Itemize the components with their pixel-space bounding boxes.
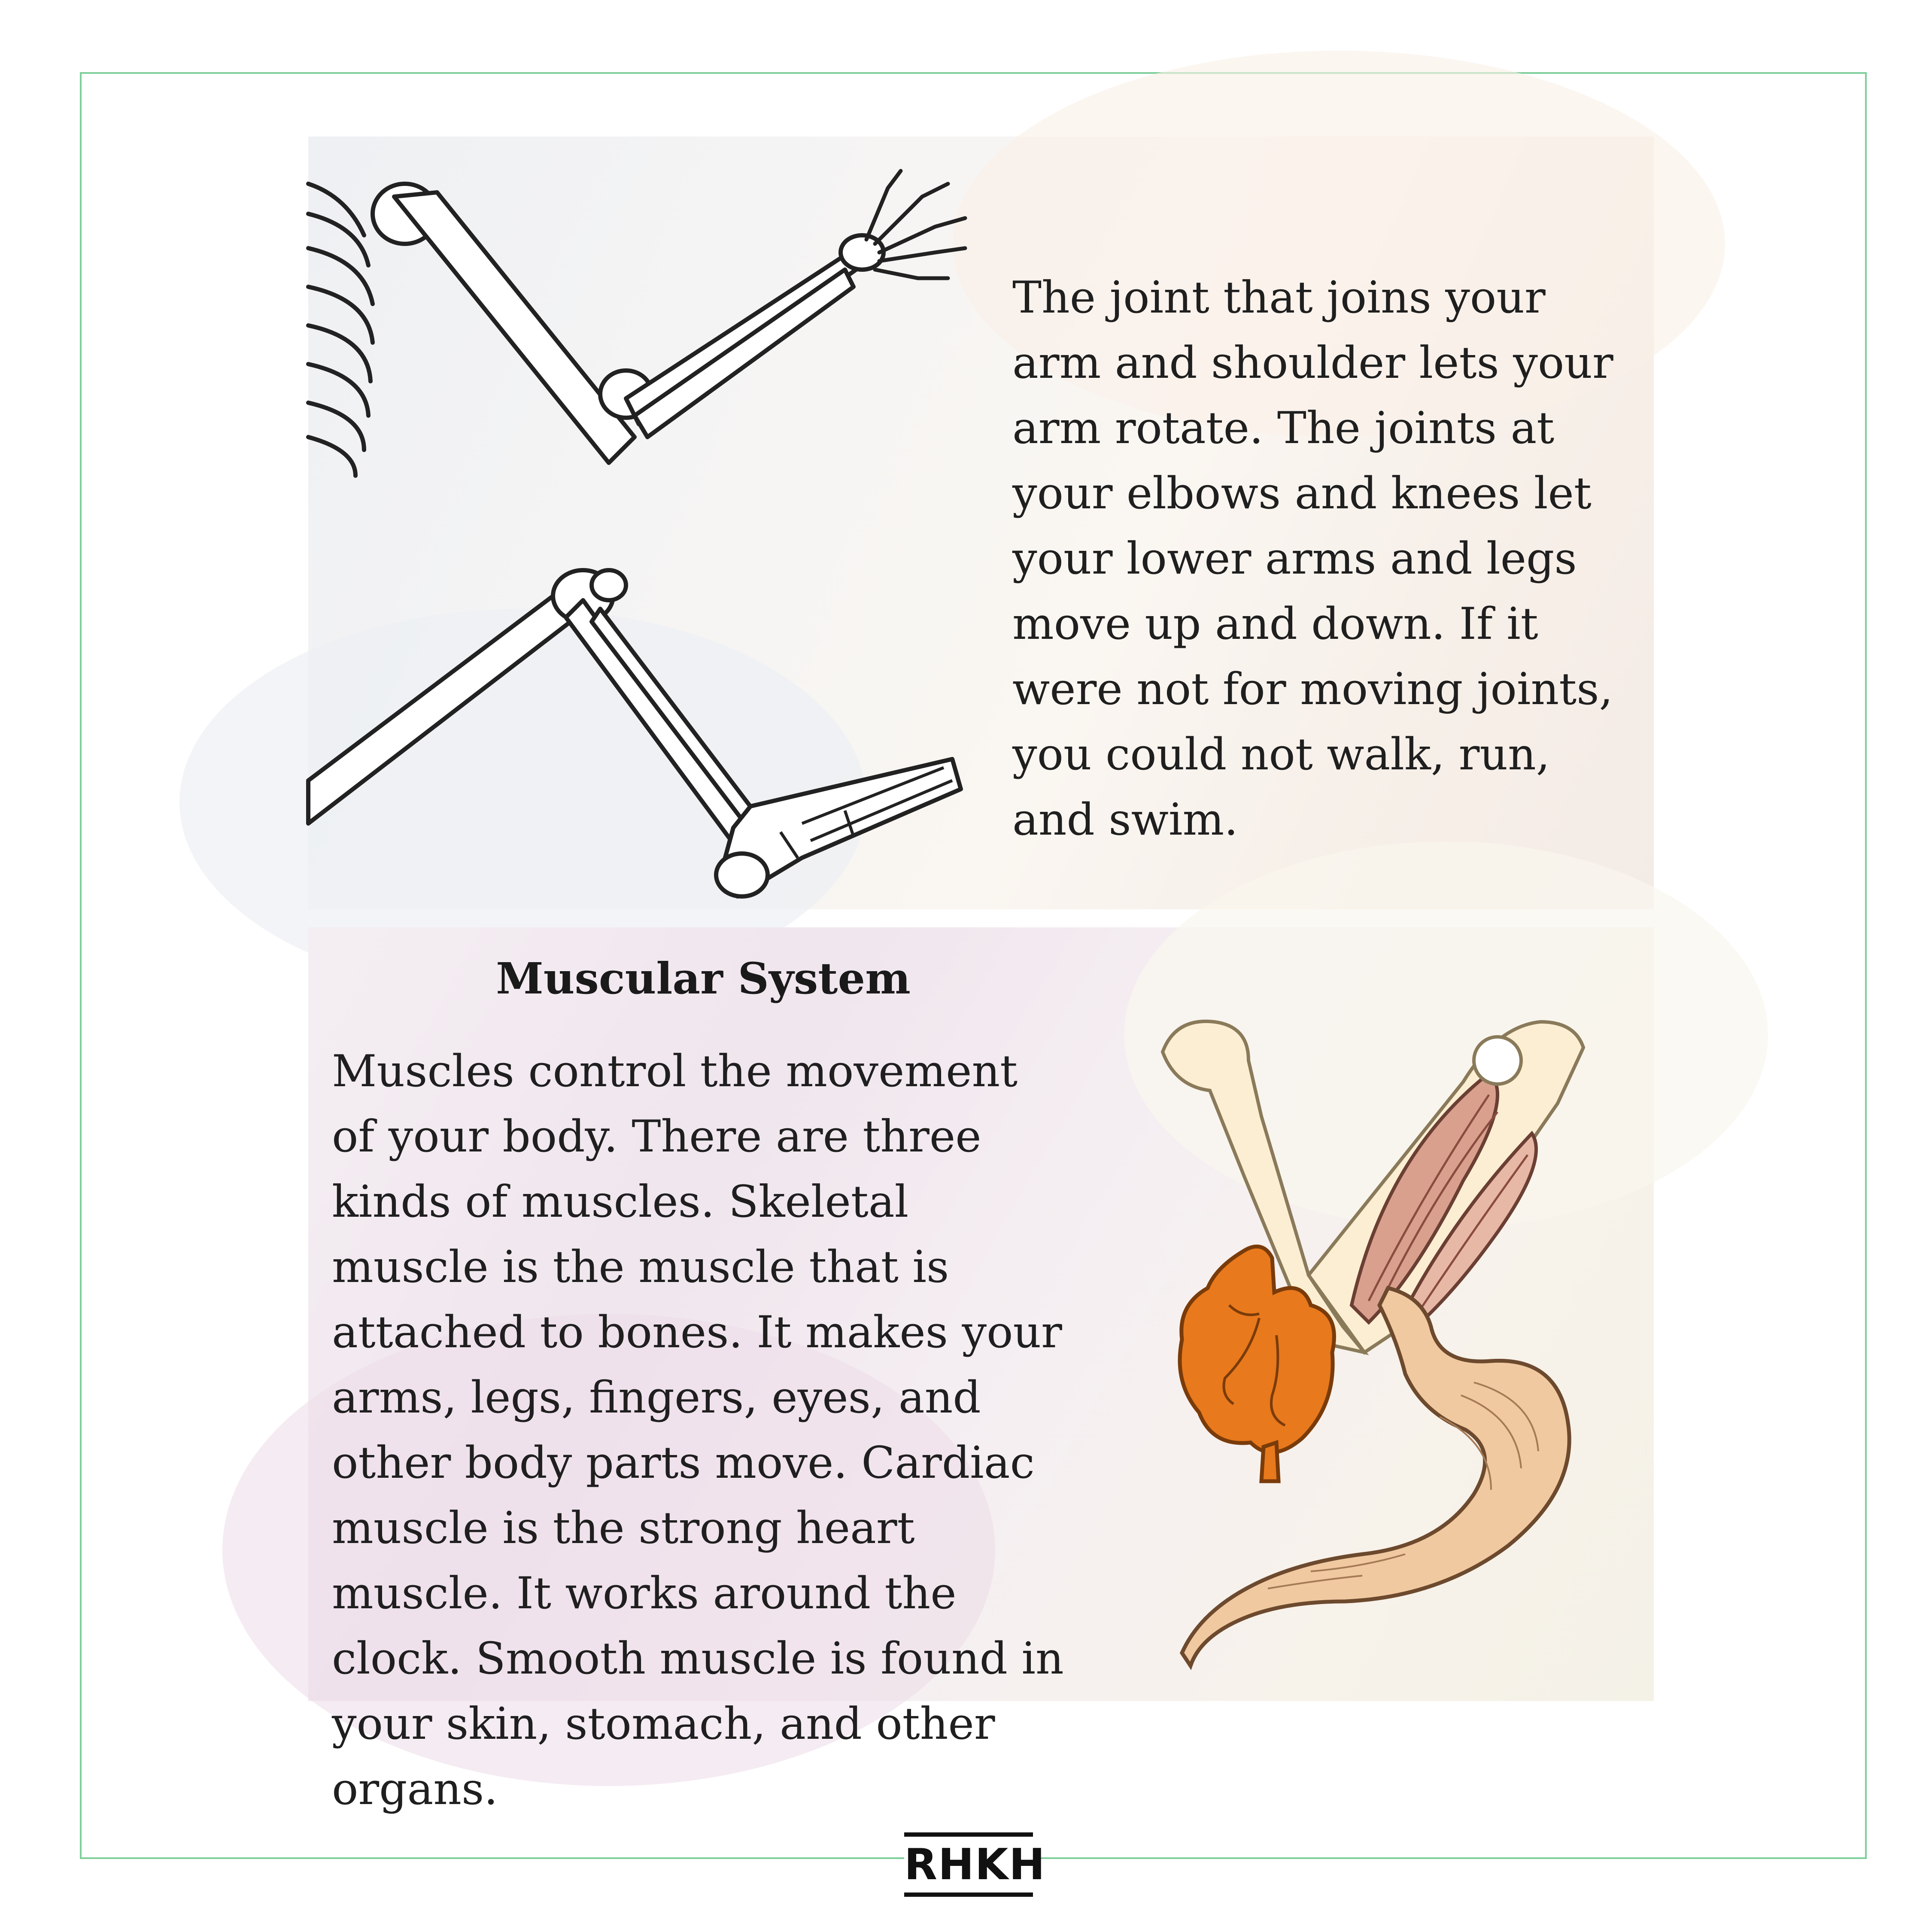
section-heading: Muscular System <box>496 953 911 1004</box>
stomach-illustration <box>1182 1288 1603 1674</box>
joints-paragraph: The joint that joins your arm and shoulder lets your arm rotate. The joints at your elbows and knees let your lower arms and legs move up and down. If it were not for moving joints, you could not walk, run, and swim. <box>1012 272 1613 845</box>
muscular-paragraph: Muscles control the movement of your body. There are three kinds of muscles. Skeletal muscle is the muscle that is attached to bones. It makes your arms, legs, fingers, eyes, and other body parts move. Cardiac muscle is the strong heart muscle. It works around the clock. Smooth muscle is found in your skin, stomach, and other organs. <box>332 1046 1064 1815</box>
joints-panel <box>308 137 1654 909</box>
logo-text: RHKH <box>904 1839 1046 1889</box>
rhkh-logo <box>904 1832 1046 1897</box>
skeleton-arm-illustration <box>308 137 995 909</box>
logo-top-bar <box>904 1832 1033 1837</box>
muscular-system-panel <box>308 927 1654 1815</box>
logo-bottom-bar <box>904 1893 1033 1897</box>
